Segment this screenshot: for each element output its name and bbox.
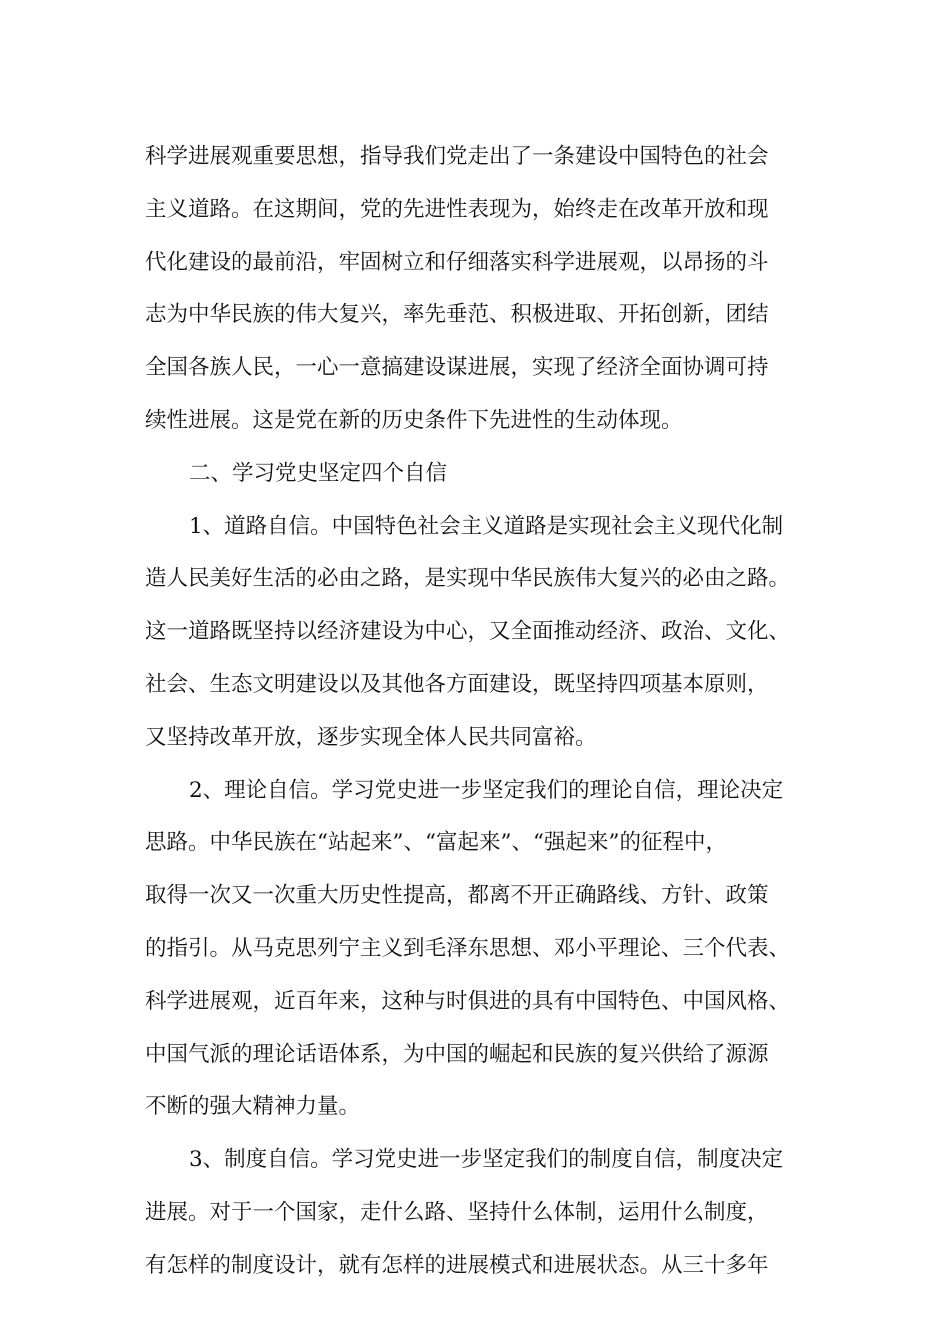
text-line: 2、理论自信。学习党史进一步坚定我们的理论自信，理论决定 [189, 777, 784, 803]
text-line: 中国气派的理论话语体系，为中国的崛起和民族的复兴供给了源源 [145, 1041, 769, 1067]
text-line: 的指引。从马克思列宁主义到毛泽东思想、邓小平理论、三个代表、 [145, 935, 791, 961]
text-line: 主义道路。在这期间，党的先进性表现为，始终走在改革开放和现 [145, 196, 769, 222]
text-line: 取得一次又一次重大历史性提高，都离不开正确路线、方针、政策 [145, 883, 769, 909]
document-body [145, 131, 815, 1293]
text-line: 续性进展。这是党在新的历史条件下先进性的生动体现。 [145, 407, 683, 433]
text-line: 3、制度自信。学习党史进一步坚定我们的制度自信，制度决定 [189, 1147, 784, 1173]
text-line: 二、学习党史坚定四个自信 [189, 460, 448, 486]
text-line: 进展。对于一个国家，走什么路、坚持什么体制，运用什么制度， [145, 1199, 769, 1225]
text-line: 1、道路自信。中国特色社会主义道路是实现社会主义现代化制 [189, 513, 784, 539]
text-line: 造人民美好生活的必由之路，是实现中华民族伟大复兴的必由之路。 [145, 566, 791, 592]
text-line: 又坚持改革开放，逐步实现全体人民共同富裕。 [145, 724, 597, 750]
text-line: 有怎样的制度设计，就有怎样的进展模式和进展状态。从三十多年 [145, 1252, 769, 1278]
text-line: 科学进展观重要思想，指导我们党走出了一条建设中国特色的社会 [145, 144, 769, 169]
text-line: 这一道路既坚持以经济建设为中心，又全面推动经济、政治、文化、 [145, 619, 791, 645]
text-line: 志为中华民族的伟大复兴，率先垂范、积极进取、开拓创新，团结 [145, 302, 769, 328]
text-line: 代化建设的最前沿，牢固树立和仔细落实科学进展观，以昂扬的斗 [145, 249, 769, 275]
text-line: 科学进展观，近百年来，这种与时俱进的具有中国特色、中国风格、 [145, 988, 791, 1014]
text-line: 社会、生态文明建设以及其他各方面建设，既坚持四项基本原则， [145, 671, 769, 697]
text-line: 全国各族人民，一心一意搞建设谋进展，实现了经济全面协调可持 [145, 355, 769, 381]
text-line: 不断的强大精神力量。 [145, 1094, 361, 1120]
text-line: 思路。中华民族在“站起来”、“富起来”、“强起来”的征程中， [145, 830, 727, 856]
